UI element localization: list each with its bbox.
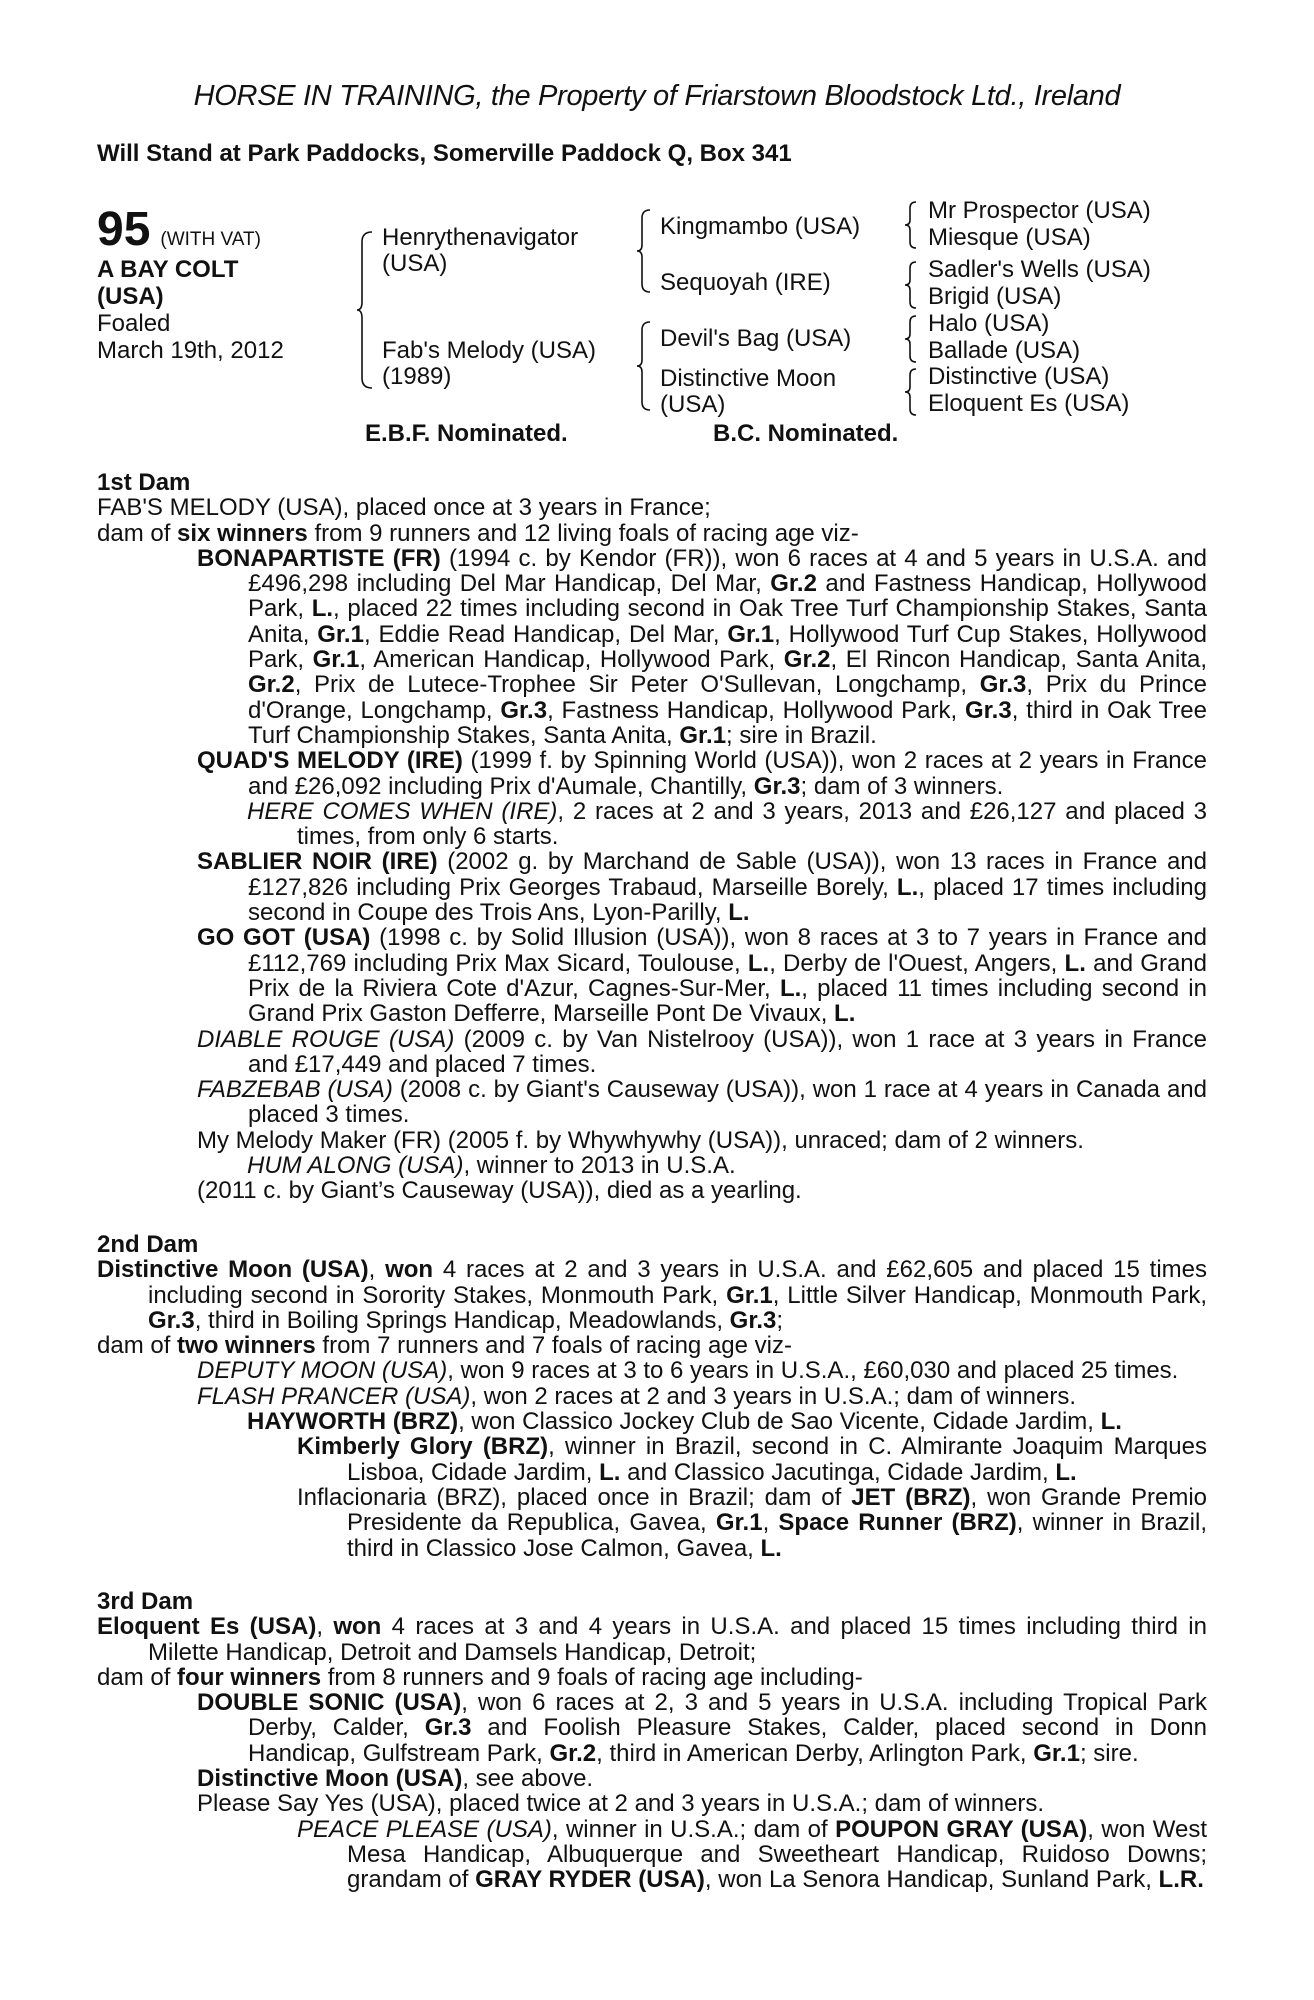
pedigree-dam: Fab's Melody (USA) (1989) — [382, 337, 596, 390]
foaled-date: March 19th, 2012 — [97, 337, 284, 364]
page-title: HORSE IN TRAINING, the Property of Friarstown Bloodstock Ltd., Ireland — [193, 80, 1121, 112]
produce-entry: FLASH PRANCER (USA), won 2 races at 2 and 3 years in U.S.A.; dam of winners. — [197, 1382, 1076, 1410]
dam-of-line: dam of four winners from 8 runners and 9 foals of racing age including- — [97, 1663, 863, 1691]
third-dam-section — [97, 1589, 1207, 1893]
produce-sub-entry: PEACE PLEASE (USA), winner in U.S.A.; dam of POUPON GRAY (USA), won West Mesa Handicap, Albuquerque and Sweetheart Handicap, Ruidoso Downs; grandam of GRAY RYDER (USA), won La Senora Handicap, Sunland Park, L.R. — [297, 1815, 1207, 1894]
produce-entry: QUAD'S MELODY (IRE) (1999 f. by Spinning World (USA)), won 2 races at 2 years in France and £26,092 including Prix d'Aumale, Chantilly, Gr.3; dam of 3 winners. — [197, 747, 1207, 800]
produce-entry: DOUBLE SONIC (USA), won 6 races at 2, 3 and 5 years in U.S.A. including Tropical Park Derby, Calder, Gr.3 and Foolish Pleasure Stakes, Calder, placed second in Donn Handicap, Gulfstream Park, Gr.2, third in American Derby, Arlington Park, Gr.1; sire. — [197, 1689, 1207, 1767]
first-dam-section — [97, 470, 1207, 1204]
dam-intro: FAB'S MELODY (USA), placed once at 3 years in France; — [97, 494, 711, 522]
produce-sub-entry: Inflacionaria (BRZ), placed once in Brazil; dam of JET (BRZ), won Grande Premio Presidente da Republica, Gavea, Gr.1, Space Runner (BRZ), winner in Brazil, third in Classico Jose Calmon, Gavea, L. — [297, 1483, 1208, 1562]
produce-entry: My Melody Maker (FR) (2005 f. by Whywhywhy (USA)), unraced; dam of 2 winners. — [197, 1126, 1084, 1154]
foaled-label: Foaled — [97, 310, 171, 337]
pedigree-dss: Halo (USA) — [928, 310, 1050, 337]
produce-sub-entry: HUM ALONG (USA), winner to 2013 in U.S.A. — [247, 1152, 736, 1180]
produce-entry: DIABLE ROUGE (USA) (2009 c. by Van Nistelrooy (USA)), won 1 race at 3 years in France and £17,449 and placed 7 times. — [197, 1025, 1207, 1078]
produce-sub-entry: Kimberly Glory (BRZ), winner in Brazil, second in C. Almirante Joaquim Marques Lisboa, Cidade Jardim, L. and Classico Jacutinga, Cidade Jardim, L. — [297, 1433, 1207, 1486]
pedigree-sire-dam: Sequoyah (IRE) — [660, 269, 831, 296]
pedigree-sire-sire: Kingmambo (USA) — [660, 213, 861, 240]
dam-intro: Eloquent Es (USA), won 4 races at 3 and 4 years in U.S.A. and placed 15 times including third in Milette Handicap, Detroit and Damsels Handicap, Detroit; — [97, 1613, 1207, 1666]
produce-entry: FABZEBAB (USA) (2008 c. by Giant's Causeway (USA)), won 1 race at 4 years in Canada and placed 3 times. — [197, 1076, 1207, 1129]
pedigree-bracket-sd — [904, 260, 920, 310]
pedigree-bracket-dd — [904, 367, 920, 417]
pedigree-bracket-sire — [636, 208, 654, 294]
section-heading: 2nd Dam — [97, 1231, 199, 1258]
pedigree-sss: Mr Prospector (USA) — [928, 197, 1151, 224]
produce-entry: DEPUTY MOON (USA), won 9 races at 3 to 6 years in U.S.A., £60,030 and placed 25 times. — [197, 1357, 1179, 1385]
pedigree-dam-dam: Distinctive Moon (USA) — [660, 365, 837, 418]
lot-number-block — [97, 203, 261, 256]
second-dam-section — [97, 1232, 1207, 1561]
produce-entry: SABLIER NOIR (IRE) (2002 g. by Marchand de Sable (USA)), won 13 races in France and £127,826 including Prix Georges Trabaud, Marseille Borely, L., placed 17 times including second in Coupe des Trois Ans, Lyon-Parilly, L. — [197, 848, 1207, 927]
stand-location: Will Stand at Park Paddocks, Somerville Paddock Q, Box 341 — [97, 140, 792, 167]
lot-sex-colour: A BAY COLT — [97, 256, 239, 283]
pedigree-sdd: Brigid (USA) — [928, 283, 1062, 310]
produce-entry: GO GOT (USA) (1998 c. by Solid Illusion (USA)), won 8 races at 3 to 7 years in France and £112,769 including Prix Max Sicard, Toulouse, L., Derby de l'Ouest, Angers, L. and Grand Prix de la Riviera Cote d'Azur, Cagnes-Sur-Mer, L., placed 11 times including second in Grand Prix Gaston Defferre, Marseille Pont De Vivaux, L. — [197, 924, 1208, 1028]
pedigree-dsd: Ballade (USA) — [928, 337, 1081, 364]
ebf-nominated: E.B.F. Nominated. — [365, 420, 568, 447]
dam-of-line: dam of two winners from 7 runners and 7 foals of racing age viz- — [97, 1332, 792, 1360]
section-heading: 3rd Dam — [97, 1588, 194, 1615]
lot-number: 95 — [97, 203, 151, 256]
produce-entry: (2011 c. by Giant’s Causeway (USA)), died as a yearling. — [197, 1177, 802, 1205]
produce-entry: BONAPARTISTE (FR) (1994 c. by Kendor (FR)), won 6 races at 4 and 5 years in U.S.A. and £496,298 including Del Mar Handicap, Del Mar, Gr.2 and Fastness Handicap, Hollywood Park, L., placed 22 times including second in Oak Tree Turf Championship Stakes, Santa Anita, Gr.1, Eddie Read Handicap, Del Mar, Gr.1, Hollywood Turf Cup Stakes, Hollywood Park, Gr.1, American Handicap, Hollywood Park, Gr.2, El Rincon Handicap, Santa Anita, Gr.2, Prix de Lutece-Trophee Sir Peter O'Sullevan, Longchamp, Gr.3, Prix du Prince d'Orange, Longchamp, Gr.3, Fastness Handicap, Hollywood Park, Gr.3, third in Oak Tree Turf Championship Stakes, Santa Anita, Gr.1; sire in Brazil. — [197, 544, 1208, 749]
pedigree-bracket-ss — [904, 200, 920, 250]
produce-entry: Please Say Yes (USA), placed twice at 2 and 3 years in U.S.A.; dam of winners. — [197, 1790, 1045, 1818]
pedigree-bracket-gen1 — [356, 230, 376, 390]
pedigree-ddd: Eloquent Es (USA) — [928, 390, 1130, 417]
pedigree-bracket-dam — [636, 320, 654, 412]
pedigree-sire: Henrythenavigator (USA) — [382, 224, 579, 277]
pedigree-ssd: Miesque (USA) — [928, 224, 1091, 251]
lot-description — [97, 256, 327, 364]
produce-sub-entry: HAYWORTH (BRZ), won Classico Jockey Club de Sao Vicente, Cidade Jardim, L. — [247, 1408, 1122, 1436]
produce-sub-entry: HERE COMES WHEN (IRE), 2 races at 2 and 3 years, 2013 and £26,127 and placed 3 times, from only 6 starts. — [247, 797, 1207, 851]
section-heading: 1st Dam — [97, 469, 191, 496]
pedigree-dam-sire: Devil's Bag (USA) — [660, 325, 852, 352]
pedigree-dds: Distinctive (USA) — [928, 363, 1110, 390]
pedigree-bracket-ds — [904, 314, 920, 364]
dam-intro: Distinctive Moon (USA), won 4 races at 2 and 3 years in U.S.A. and £62,605 and placed 15 times including second in Sorority Stakes, Monmouth Park, Gr.1, Little Silver Handicap, Monmouth Park, Gr.3, third in Boiling Springs Handicap, Meadowlands, Gr.3; — [97, 1256, 1208, 1334]
pedigree-sds: Sadler's Wells (USA) — [928, 256, 1151, 283]
produce-entry: Distinctive Moon (USA), see above. — [197, 1765, 594, 1793]
vat-note: (WITH VAT) — [160, 229, 261, 250]
bc-nominated: B.C. Nominated. — [713, 420, 899, 447]
dam-of-line: dam of six winners from 9 runners and 12 living foals of racing age viz- — [97, 519, 859, 547]
lot-country: (USA) — [97, 283, 164, 310]
